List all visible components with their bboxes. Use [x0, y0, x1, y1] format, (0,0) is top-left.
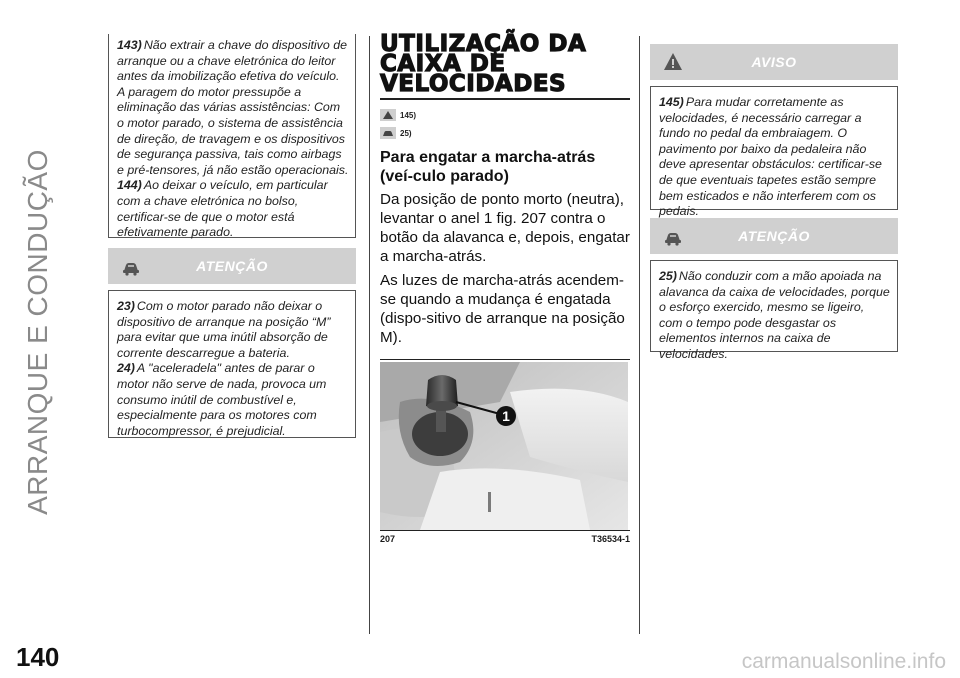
watermark: carmanualsonline.info	[741, 650, 946, 673]
gear-lever-figure	[380, 362, 628, 530]
ref-attention: 25)	[380, 124, 630, 142]
column-divider-left	[369, 36, 370, 634]
attention-notes-box	[108, 290, 356, 438]
page-number: 140	[16, 642, 60, 672]
note-24: 24) A "aceleradela" antes de parar o motor não serve de nada, provoca um consumo inútil de combustível e, especialmente para os motores com turbocompressor, é prejudicial.	[117, 361, 327, 438]
figure-callout-1: 1	[502, 408, 510, 424]
figure-caption	[380, 534, 630, 544]
title-rule	[380, 98, 630, 100]
figure-bottom-rule	[380, 530, 630, 531]
warning-label: AVISO	[751, 54, 797, 70]
note-143: 143) Não extrair a chave do dispositivo de arranque ou a chave eletrónica do leitor antes da imobilização efetiva do veículo. A paragem do motor pressupõe a eliminação das várias assistências: Com o motor parado, o sistema de assistência de direção, de travagem e os dispositivos de segurança passiva, tais como airbags e pré-tensores, já não estão operacionais.	[117, 38, 349, 177]
attention-label: ATENÇÃO	[196, 258, 268, 274]
note-25: 25) Não conduzir com a mão apoiada na alavanca da caixa de velocidades, porque o esforço exercido, mesmo se ligeiro, com o tempo pode desgastar os elementos internos na caixa de velocidades.	[659, 269, 890, 361]
reference-list	[380, 106, 630, 142]
note-144: 144) Ao deixar o veículo, em particular com a chave eletrónica no bolso, certificar-se de que o motor está efetivamente parado.	[117, 178, 328, 240]
paragraph-2: As luzes de marcha-atrás acendem-se quando a mudança é engatada (dispo-sitivo de arranque na posição M).	[380, 272, 625, 346]
ref-warning: 145)	[380, 106, 630, 124]
figure-code: T36534-1	[591, 534, 630, 544]
warning-notes-box	[108, 34, 356, 238]
figure-number: 207	[380, 534, 396, 544]
subsection-title: Para engatar a marcha-atrás (veí-culo parado)	[380, 149, 596, 185]
car-attention-icon	[380, 127, 396, 139]
attention-note-box	[650, 260, 898, 361]
attention-header	[108, 248, 356, 284]
left-column	[108, 34, 356, 438]
column-divider-right	[639, 36, 640, 634]
middle-column	[380, 31, 630, 544]
warning-note-box	[650, 86, 898, 219]
paragraph-1: Da posição de ponto morto (neutra), levantar o anel 1 fig. 207 contra o botão da alavanca e, depois, engatar a marcha-atrás.	[380, 191, 630, 265]
attention-header-right	[650, 218, 898, 254]
chapter-title-text: ARRANQUE E CONDUÇÃO	[22, 149, 53, 515]
right-column	[650, 44, 898, 361]
gear-lever-illustration	[380, 362, 628, 530]
figure-top-rule	[380, 359, 630, 360]
note-145: 145) Para mudar corretamente as velocidades, é necessário carregar a fundo no pedal da embraiagem. O pavimento por baixo da pedaleira não deve apresentar obstáculos: certificar-se de que eventuais tapetes estão sempre bem esticados e não interferem com os pedais.	[659, 95, 882, 219]
attention-label-right: ATENÇÃO	[738, 228, 810, 244]
warning-triangle-icon	[380, 109, 396, 121]
section-title: UTILIZAÇÃO DA CAIXA DE VELOCIDADES	[380, 31, 587, 97]
note-23: 23) Com o motor parado não deixar o dispositivo de arranque na posição “M” para evitar que uma inútil absorção de corrente descarregue a bateria.	[117, 299, 331, 360]
warning-header	[650, 44, 898, 80]
